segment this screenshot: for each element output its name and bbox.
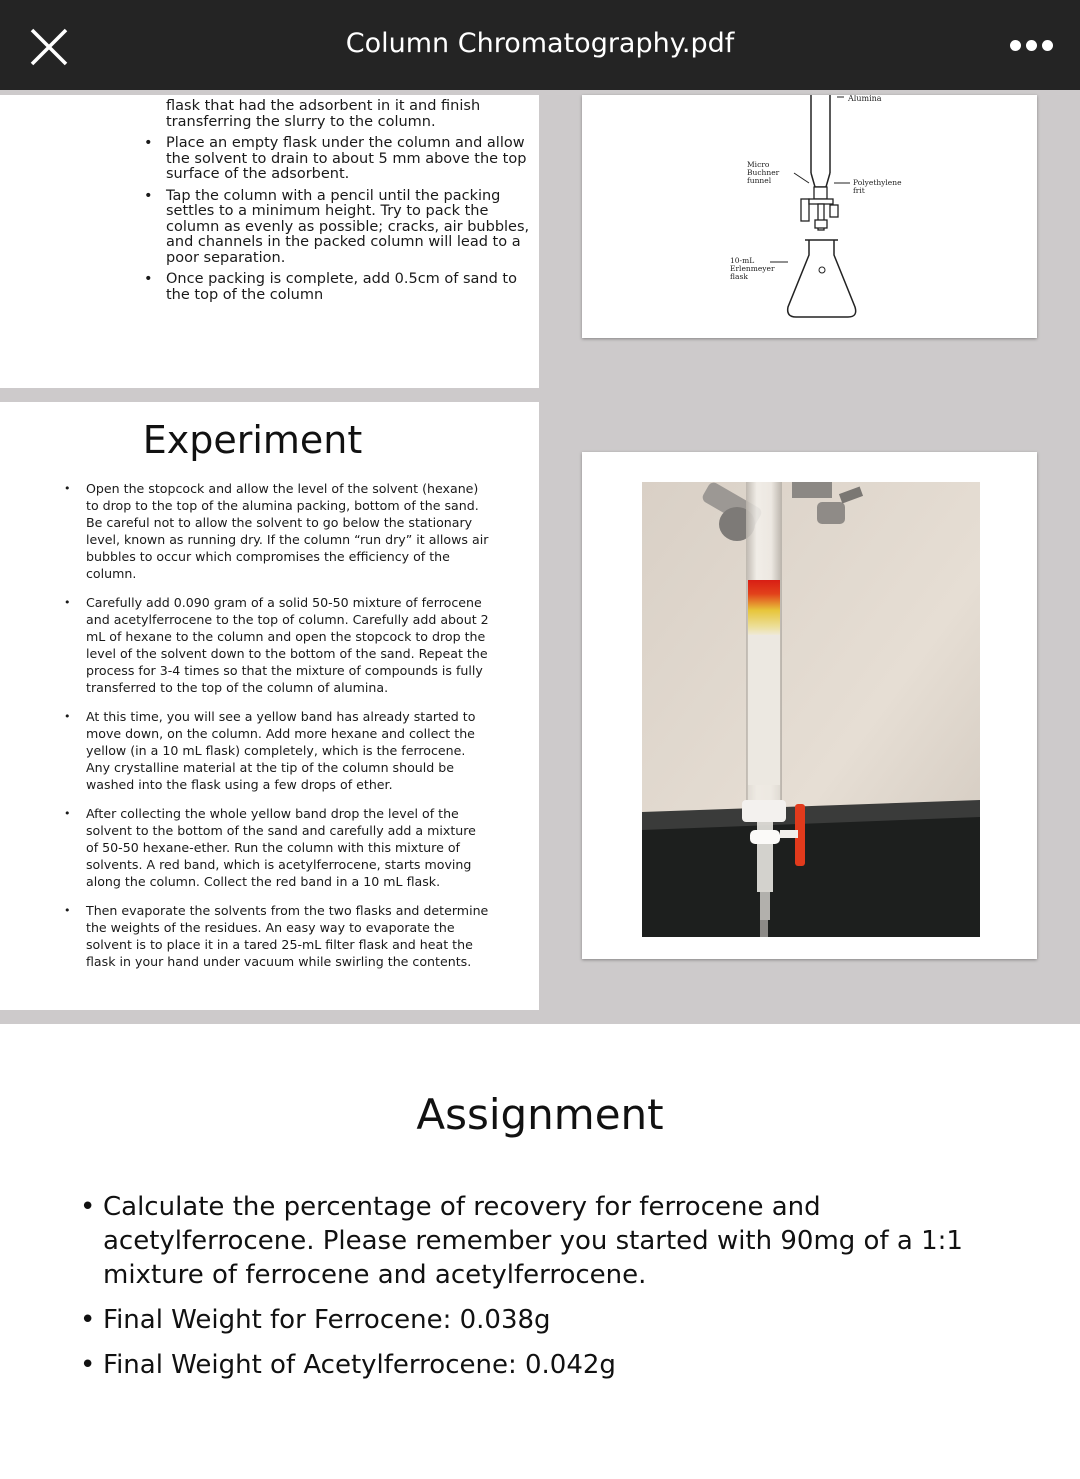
- list-item: • Then evaporate the solvents from the two flasks and determine the weights of the residues. An easy way to evaporate the solvent is to place it in a tared 25-mL filter flask and heat the flask in your hand under vacuum while swirling the contents.: [64, 903, 489, 969]
- column-photo: [642, 482, 980, 937]
- list-item: • At this time, you will see a yellow band has already started to move down, on the column. Add more hexane and collect the yellow (in a 10 mL flask) completely, which is the ferrocene. Any crystalline material at the tip of the column should be washed into the flask using a few drops of ether.: [64, 709, 476, 792]
- erlenmeyer-label: 10-mL Erlenmeyer flask: [730, 256, 775, 281]
- experiment-slide: [0, 402, 539, 1010]
- pdf-viewer[interactable]: [0, 90, 1080, 1479]
- column-apparatus-figure: [582, 95, 1037, 338]
- column-photo-card: [582, 452, 1037, 959]
- list-item: • Once packing is complete, add 0.5cm of sand to the top of the column: [144, 271, 517, 303]
- micro-buchner-label: Micro Buchner funnel: [747, 160, 780, 185]
- more-options-button[interactable]: [1006, 30, 1056, 60]
- apparatus-diagram: [582, 95, 1037, 338]
- packing-slide: [0, 95, 539, 388]
- assignment-title: Assignment: [416, 1090, 664, 1139]
- alumina-label: Alumina: [848, 95, 882, 103]
- list-item: • Final Weight of Acetylferrocene: 0.042g: [80, 1350, 616, 1380]
- list-item: • Open the stopcock and allow the level of the solvent (hexane) to drop to the top of the alumina packing, bottom of the sand. Be careful not to allow the solvent to go below the stationary level, known as running dry. If the column “run dry” it allows air bubbles to occur which compromises the efficiency of the column.: [64, 481, 489, 581]
- document-title: Column Chromatography.pdf: [345, 28, 735, 59]
- list-item: • Tap the column with a pencil until the packing settles to a minimum height. Try to pack the column as evenly as possible; cracks, air bubbles, and channels in the packed column will lead to a poor separation.: [144, 187, 530, 266]
- experiment-bullets: [60, 480, 490, 982]
- list-item: • Calculate the percentage of recovery for ferrocene and acetylferrocene. Please remember you started with 90mg of a 1:1 mixture of ferrocene and acetylferrocene.: [80, 1192, 963, 1290]
- list-item: • Place an empty flask under the column and allow the solvent to drain to about 5 mm above the top surface of the adsorbent.: [144, 135, 527, 182]
- list-item: flask that had the adsorbent in it and finish transferring the slurry to the column.: [166, 98, 481, 130]
- list-item: • Carefully add 0.090 gram of a solid 50-50 mixture of ferrocene and acetylferrocene to the top of column. Carefully add about 2 mL of hexane to the column and open the stopcock to drop the level of the solvent down to the bottom of the sand. Repeat the process for 3-4 times so that the mixture of compounds is fully transferred to the top of the column of alumina.: [64, 595, 489, 695]
- more-dots-icon: [1010, 40, 1021, 51]
- top-bar: [0, 0, 1080, 90]
- experiment-title: Experiment: [142, 418, 363, 462]
- packing-bullets: [140, 99, 530, 309]
- list-item: • After collecting the whole yellow band drop the level of the solvent to the bottom of the sand and carefully add a mixture of 50-50 hexane-ether. Run the column with this mixture of solvents. A red band, which is acetylferrocene, starts moving along the column. Collect the red band in a 10 mL flask.: [64, 806, 476, 889]
- assignment-bullets: [78, 1190, 978, 1393]
- list-item: • Final Weight for Ferrocene: 0.038g: [80, 1305, 551, 1335]
- polyethylene-frit-label: Polyethylene frit: [853, 178, 902, 195]
